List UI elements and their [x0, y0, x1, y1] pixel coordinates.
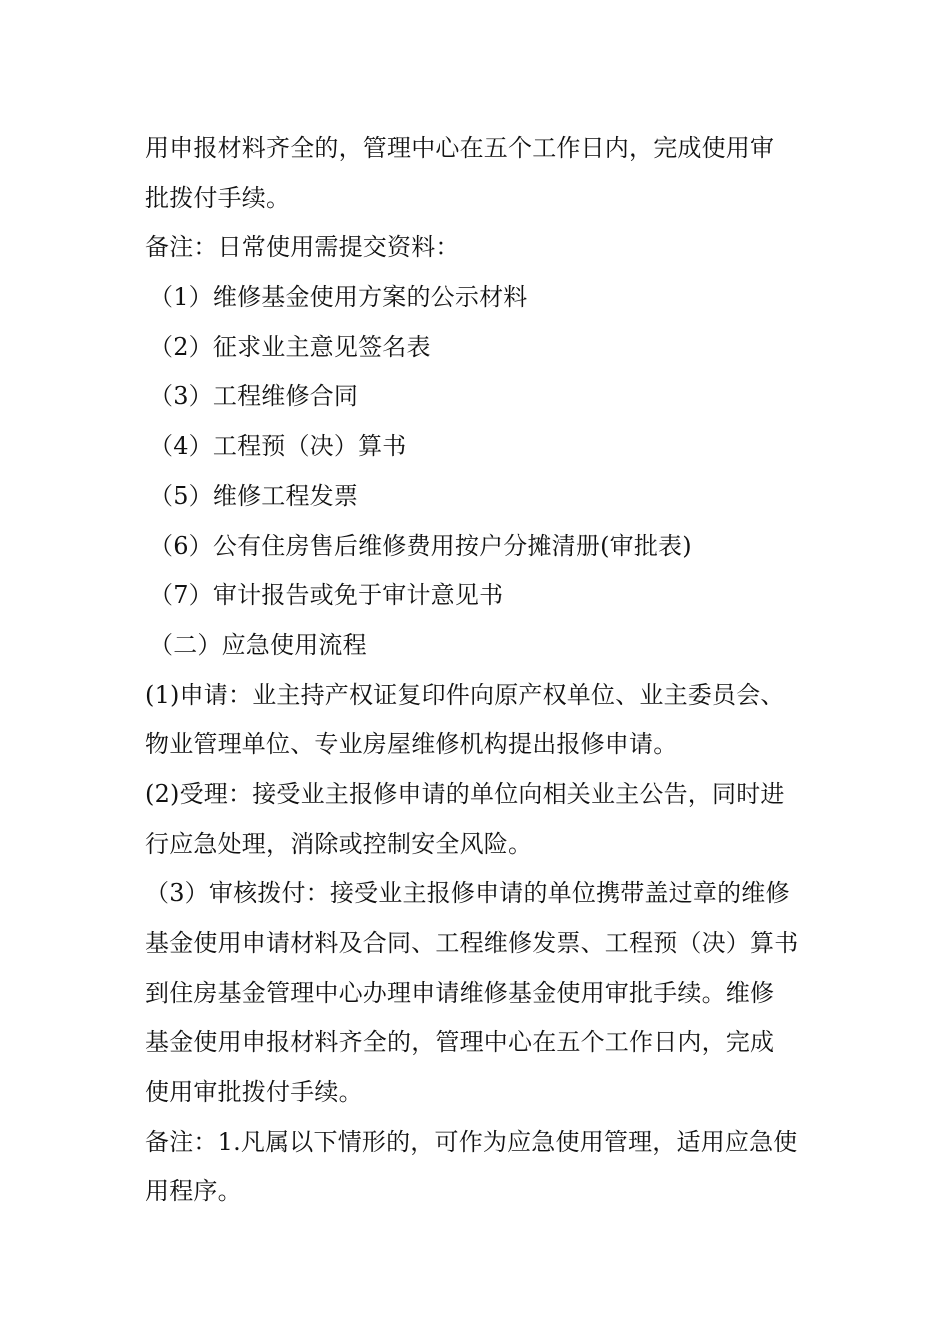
list-item-1: （1）维修基金使用方案的公示材料 — [149, 283, 528, 312]
step-3-line-1: （3）审核拨付：接受业主报修申请的单位携带盖过章的维修 — [145, 879, 790, 908]
step-1-line-1: (1)申请：业主持产权证复印件向原产权单位、业主委员会、 — [145, 680, 785, 709]
step-3-line-5: 使用审批拨付手续。 — [145, 1078, 363, 1107]
list-item-5: （5）维修工程发票 — [149, 481, 359, 510]
step-3-line-4: 基金使用申报材料齐全的，管理中心在五个工作日内，完成 — [145, 1028, 775, 1057]
paragraph-line-2: 批拨付手续。 — [145, 183, 291, 212]
list-item-4: （4）工程预（决）算书 — [149, 432, 407, 461]
list-item-6: （6）公有住房售后维修费用按户分摊清册(审批表) — [149, 531, 692, 560]
step-3-line-2: 基金使用申请材料及合同、工程维修发票、工程预（决）算书 — [145, 929, 799, 957]
step-3-line-3: 到住房基金管理中心办理申请维修基金使用审批手续。维修 — [145, 978, 775, 1007]
note-line-1: 备注：1.凡属以下情形的，可作为应急使用管理，适用应急使 — [145, 1127, 798, 1156]
list-item-2: （2）征求业主意见签名表 — [149, 332, 431, 361]
paragraph-line-1: 用申报材料齐全的，管理中心在五个工作日内，完成使用审 — [145, 134, 775, 162]
step-2-line-2: 行应急处理，消除或控制安全风险。 — [145, 829, 533, 858]
step-1-line-2: 物业管理单位、专业房屋维修机构提出报修申请。 — [145, 730, 678, 759]
note-line-2: 用程序。 — [145, 1177, 242, 1206]
document-page — [145, 124, 815, 1217]
list-item-7: （7）审计报告或免于审计意见书 — [149, 581, 504, 610]
list-item-3: （3）工程维修合同 — [149, 382, 359, 411]
section-heading: （二）应急使用流程 — [149, 630, 367, 659]
step-2-line-1: (2)受理：接受业主报修申请的单位向相关业主公告，同时进 — [145, 779, 785, 808]
note-heading: 备注：日常使用需提交资料： — [145, 233, 460, 262]
